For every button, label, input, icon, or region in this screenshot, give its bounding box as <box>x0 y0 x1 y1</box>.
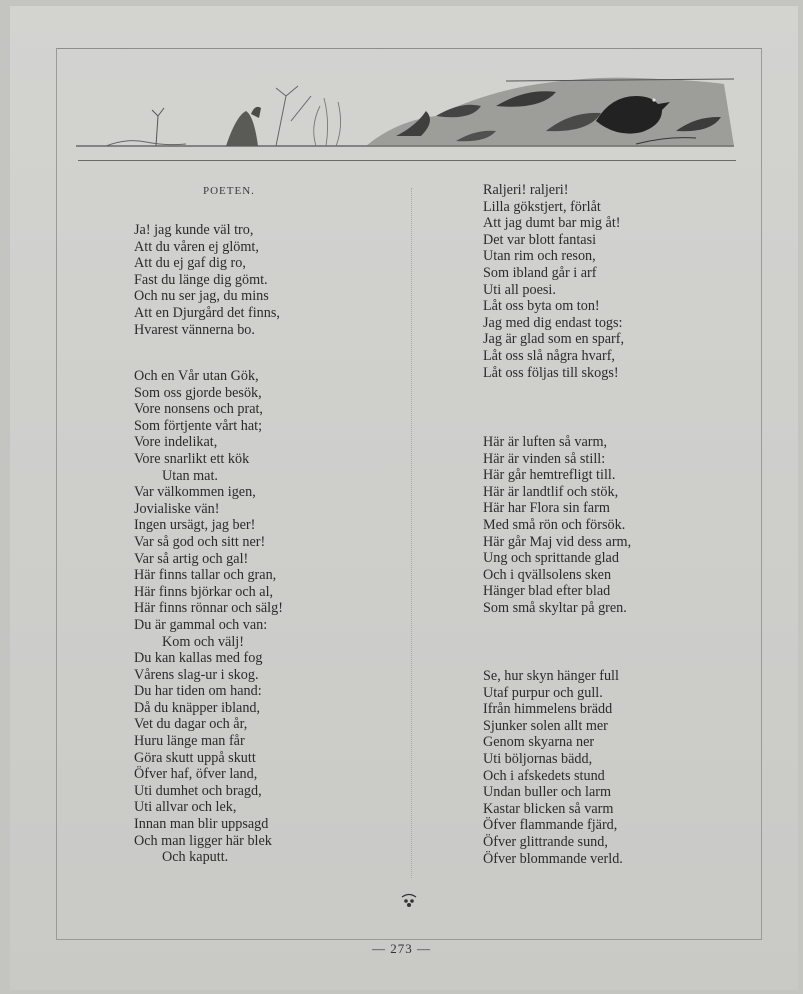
stanza <box>483 434 631 617</box>
verse-line: Här har Flora sin farm <box>483 500 610 517</box>
verse-line: Här går Maj vid dess arm, <box>483 533 632 550</box>
verse-line: Öfver haf, öfver land, <box>134 766 258 783</box>
verse-line: Du är gammal och van: <box>134 616 268 633</box>
left-column <box>134 0 394 994</box>
column-divider <box>411 188 412 878</box>
verse-line: Utaf purpur och gull. <box>483 684 603 701</box>
verse-line: Låt oss byta om ton! <box>483 298 600 315</box>
page-number: — 273 — <box>372 941 431 956</box>
verse-line: Som oss gjorde besök, <box>134 384 262 401</box>
verse-line: Var välkommen igen, <box>134 484 256 501</box>
verse-line: Jag med dig endast togs: <box>483 314 623 331</box>
verse-line: Jag är glad som en sparf, <box>483 331 625 348</box>
verse-line: Utan mat. <box>162 467 218 484</box>
verse-line: Lilla gökstjert, förlåt <box>483 198 601 215</box>
verse-line: Uti dumhet och bragd, <box>134 782 262 799</box>
verse-line: Här finns björkar och al, <box>134 583 274 600</box>
verse-line: Utan rim och reson, <box>483 248 596 265</box>
verse-line: Som ibland går i arf <box>483 264 597 281</box>
verse-line: Raljeri! raljeri! <box>483 182 569 198</box>
verse-line: Ung och sprittande glad <box>483 550 619 567</box>
verse-line: Och kaputt. <box>162 849 229 866</box>
verse-line: Jovialiske vän! <box>134 500 220 517</box>
verse-line: Hänger blad efter blad <box>483 583 611 600</box>
verse-line: Se, hur skyn hänger full <box>483 668 619 684</box>
ornament-icon <box>400 892 418 910</box>
verse-line: Hvarest vännerna bo. <box>134 321 255 338</box>
verse-line: Och i afskedets stund <box>483 767 605 784</box>
verse-line: Och i qvällsolens sken <box>483 566 612 583</box>
verse-line: Innan man blir uppsagd <box>134 816 269 833</box>
verse-line: Fast du länge dig gömt. <box>134 271 268 288</box>
stanza <box>483 668 623 867</box>
verse-line: Här är landtlif och stök, <box>483 483 619 500</box>
verse-line: Här går hemtrefligt till. <box>483 467 616 484</box>
section-title: POETEN. <box>203 185 255 197</box>
verse-line: Det var blott fantasi <box>483 231 597 248</box>
verse-line: Var så artig och gal! <box>134 550 249 567</box>
verse-line: Och nu ser jag, du mins <box>134 288 269 305</box>
verse-line: Undan buller och larm <box>483 784 612 801</box>
stanza <box>483 182 624 381</box>
verse-line: Och en Vår utan Gök, <box>134 368 259 384</box>
verse-line: Här är vinden så still: <box>483 450 606 467</box>
verse-line: Öfver flammande fjärd, <box>483 817 618 834</box>
verse-line: Vore snarlikt ett kök <box>134 450 250 467</box>
stanza <box>134 222 280 338</box>
verse-line: Uti all poesi. <box>483 281 556 298</box>
verse-line: Att jag dumt bar mig åt! <box>483 215 621 232</box>
verse-line: Att en Djurgård det finns, <box>134 304 280 321</box>
right-column <box>483 0 703 994</box>
verse-line: Här finns tallar och gran, <box>134 567 277 584</box>
verse-line: Vårens slag-ur i skog. <box>134 666 259 683</box>
verse-line: Sjunker solen allt mer <box>483 717 608 734</box>
verse-line: Vore indelikat, <box>134 434 218 451</box>
verse-line: Ja! jag kunde väl tro, <box>134 222 254 238</box>
verse-line: Göra skutt uppå skutt <box>134 749 256 766</box>
verse-line: Du kan kallas med fog <box>134 650 263 667</box>
verse-line: Att du våren ej glömt, <box>134 238 259 255</box>
verse-line: Kastar blicken så varm <box>483 800 614 817</box>
verse-line: Uti böljornas bädd, <box>483 750 593 767</box>
verse-line: Kom och välj! <box>162 633 244 650</box>
verse-line: Öfver glittrande sund, <box>483 833 608 850</box>
verse-line: Då du knäpper ibland, <box>134 699 261 716</box>
verse-line: Som förtjente vårt hat; <box>134 417 263 434</box>
verse-line: Huru länge man får <box>134 733 245 750</box>
verse-line: Ifrån himmelens brädd <box>483 701 613 718</box>
verse-line: Här finns rönnar och sälg! <box>134 600 283 617</box>
verse-line: Vore nonsens och prat, <box>134 401 263 418</box>
verse-line: Låt oss följas till skogs! <box>483 364 619 381</box>
verse-line: Att du ej gaf dig ro, <box>134 255 246 272</box>
verse-line: Och man ligger här blek <box>134 832 272 849</box>
verse-line: Uti allvar och lek, <box>134 799 237 816</box>
verse-line: Vet du dagar och år, <box>134 716 248 733</box>
verse-line: Ingen ursägt, jag ber! <box>134 517 256 534</box>
verse-line: Som små skyltar på gren. <box>483 599 627 616</box>
verse-line: Var så god och sitt ner! <box>134 533 266 550</box>
verse-line: Med små rön och försök. <box>483 516 626 533</box>
verse-line: Genom skyarna ner <box>483 734 595 751</box>
verse-line: Öfver blommande verld. <box>483 850 623 867</box>
stanza <box>134 368 283 866</box>
verse-line: Låt oss slå några hvarf, <box>483 347 615 364</box>
verse-line: Här är luften så varm, <box>483 434 608 450</box>
verse-line: Du har tiden om hand: <box>134 683 262 700</box>
